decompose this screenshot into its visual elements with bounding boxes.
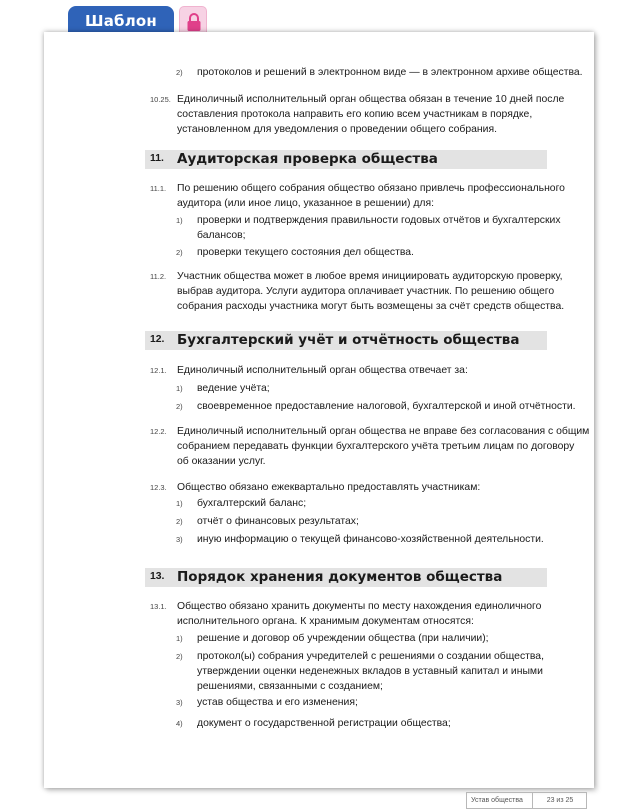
list-item-text: протоколов и решений в электронном виде — в электронном архиве общества. — [197, 67, 583, 78]
list-item-text: проверки и подтверждения правильности годовых отчётов и бухгалтерских — [197, 215, 561, 226]
clause-number: 12.2. — [150, 427, 167, 436]
section-title: Бухгалтерский учёт и отчётность общества — [177, 332, 520, 348]
clause-number: 13.1. — [150, 602, 167, 611]
list-item-text: иную информацию о текущей финансово-хозяйственной деятельности. — [197, 534, 544, 545]
list-marker: 2) — [176, 652, 183, 661]
list-marker: 1) — [176, 216, 183, 225]
list-item-text: решение и договор об учреждении общества (при наличии); — [197, 633, 489, 644]
list-item-text: документ о государственной регистрации общества; — [197, 718, 451, 729]
list-item-text: бухгалтерский баланс; — [197, 498, 307, 509]
list-item-text: балансов; — [197, 230, 246, 241]
clause-text: Единоличный исполнительный орган общества не вправе без согласования с общим — [177, 426, 590, 437]
clause-text: аудитора (или иное лицо, указанное в решении) для: — [177, 198, 435, 209]
clause-text: выбрав аудитора. Услуги аудитора оплачивает участник. По решению общего — [177, 286, 555, 297]
clause-text: об оказании услуг. — [177, 456, 266, 467]
section-number: 12. — [150, 334, 165, 345]
list-item-text: ведение учёта; — [197, 383, 270, 394]
list-marker: 3) — [176, 698, 183, 707]
list-marker: 1) — [176, 384, 183, 393]
clause-number: 11.1. — [150, 184, 167, 193]
list-marker: 3) — [176, 535, 183, 544]
clause-text: По решению общего собрания общество обязано привлечь профессионального — [177, 183, 565, 194]
list-marker: 1) — [176, 634, 183, 643]
clause-text: составления протокола направить его копию всем участникам в порядке, — [177, 109, 533, 120]
section-number: 11. — [150, 153, 164, 164]
template-tab[interactable]: Шаблон — [68, 6, 174, 36]
section-title: Порядок хранения документов общества — [177, 569, 503, 585]
list-item-text: утверждении оценки неденежных вкладов в уставный капитал и иными — [197, 666, 543, 677]
list-item-text: устав общества и его изменения; — [197, 697, 358, 708]
clause-text: Участник общества может в любое время инициировать аудиторскую проверку, — [177, 271, 563, 282]
list-marker: 1) — [176, 499, 183, 508]
list-item-text: проверки текущего состояния дел общества. — [197, 247, 414, 258]
clause-number: 11.2. — [150, 272, 167, 281]
list-item-text: решениями, связанными с созданием; — [197, 681, 383, 692]
list-marker: 2) — [176, 68, 183, 77]
lock-icon — [186, 12, 202, 32]
clause-number: 12.1. — [150, 366, 167, 375]
clause-text: Единоличный исполнительный орган общества обязан в течение 10 дней после — [177, 94, 565, 105]
clause-text: Общество обязано хранить документы по месту нахождения единоличного — [177, 601, 542, 612]
page-footer — [466, 792, 587, 809]
clause-text: собранием передавать функции бухгалтерского учёта третьим лицам по договору — [177, 441, 575, 452]
list-marker: 2) — [176, 517, 183, 526]
clause-text: Единоличный исполнительный орган общества отвечает за: — [177, 365, 468, 376]
list-item-text: отчёт о финансовых результатах; — [197, 516, 359, 527]
clause-text: исполнительного органа. К хранимым документам относятся: — [177, 616, 474, 627]
section-title: Аудиторская проверка общества — [177, 151, 438, 167]
document-page — [44, 32, 594, 804]
footer-doc-name: Устав общества — [471, 797, 523, 804]
clause-number: 12.3. — [150, 483, 167, 492]
clause-text: установленном для уведомления о проведении общего собрания. — [177, 124, 497, 135]
clause-text: Общество обязано ежеквартально предоставлять участникам: — [177, 482, 481, 493]
list-marker: 2) — [176, 248, 183, 257]
list-item-text: протокол(ы) собрания учредителей с решениями о создании общества, — [197, 651, 544, 662]
footer-divider — [532, 793, 533, 808]
clause-number: 10.25. — [150, 95, 171, 104]
clause-text: собрания расходы участника могут быть возмещены за счёт средств общества. — [177, 301, 565, 312]
section-number: 13. — [150, 571, 165, 582]
list-item-text: своевременное предоставление налоговой, бухгалтерской и иной отчётности. — [197, 401, 576, 412]
footer-page-number: 23 из 25 — [546, 797, 574, 804]
list-marker: 2) — [176, 402, 183, 411]
list-marker: 4) — [176, 719, 183, 728]
